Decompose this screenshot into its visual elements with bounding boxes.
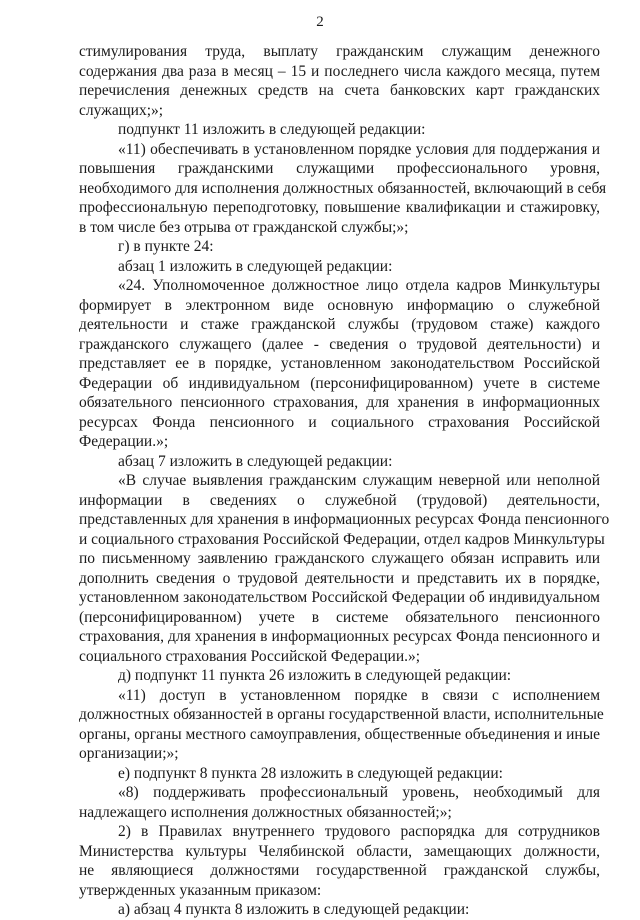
- text-line: ресурсах Фонда пенсионного и социального страхования Российской: [79, 413, 600, 431]
- text-line: дополнить сведения о трудовой деятельности и представить их в порядке,: [79, 569, 600, 587]
- text-line: д) подпункт 11 пункта 26 изложить в следующей редакции:: [118, 667, 512, 684]
- text-line: страхования, для хранения в информационных ресурсах Фонда пенсионного и: [79, 628, 600, 645]
- text-line: и социального страхования Российской Федерации, отдел кадров Минкультуры: [79, 530, 605, 548]
- text-line: организации;»;: [79, 745, 179, 762]
- text-line: перечисления денежных средств на счета банковских карт гражданских: [79, 82, 600, 99]
- text-line: «11) обеспечивать в установленном порядке условия для поддержания и: [118, 140, 600, 158]
- text-line: обязательного пенсионного страхования, для хранения в информационных: [79, 394, 600, 411]
- text-line: стимулирования труда, выплату гражданским служащим денежного: [79, 43, 600, 60]
- text-line: органы, органы местного самоуправления, общественные объединения и иные: [79, 725, 600, 743]
- text-line: а) абзац 4 пункта 8 изложить в следующей редакции:: [118, 901, 470, 918]
- text-line: «8) поддерживать профессиональный уровень, необходимый для: [118, 784, 600, 801]
- text-line: Федерации.»;: [79, 433, 169, 450]
- text-line: Федерации об индивидуальном (персонифицированном) учете в системе: [79, 374, 600, 392]
- text-line: формирует в электронном виде основную информацию о служебной: [79, 296, 600, 314]
- text-line: содержания два раза в месяц – 15 и последнего числа каждого месяца, путем: [79, 62, 600, 80]
- text-line: надлежащего исполнения должностных обязанностей;»;: [79, 803, 452, 821]
- text-line: социального страхования Российской Федерации.»;: [79, 647, 421, 665]
- text-line: профессиональную переподготовку, повышение квалификации и стажировку,: [79, 199, 600, 216]
- text-line: (персонифицированном) учете в системе обязательного пенсионного: [79, 608, 600, 626]
- text-line: не являющиеся должностями государственной гражданской службы,: [79, 862, 600, 879]
- text-line: «11) доступ в установленном порядке в связи с исполнением: [118, 686, 600, 704]
- text-line: информации в сведениях о служебной (трудовой) деятельности,: [79, 491, 600, 509]
- text-line: деятельности и стаже гражданской службы (трудовом стаже) каждого: [79, 316, 600, 333]
- text-line: повышения гражданскими служащими профессионального уровня,: [79, 160, 600, 177]
- text-line: необходимого для исполнения должностных обязанностей, включающий в себя: [79, 179, 607, 197]
- text-line: представляет ее в порядке, установленном законодательством Российской: [79, 355, 600, 372]
- text-line: абзац 7 изложить в следующей редакции:: [118, 452, 393, 470]
- text-line: утвержденных указанным приказом:: [79, 881, 322, 899]
- text-line: гражданского служащего (далее - сведения о трудовой деятельности) и: [79, 335, 600, 353]
- page-number: 2: [316, 14, 324, 30]
- text-line: должностных обязанностей в органы государственной власти, исполнительные: [79, 706, 604, 723]
- text-line: служащих;»;: [79, 101, 164, 119]
- text-line: представленных для хранения в информационных ресурсах Фонда пенсионного: [79, 511, 610, 528]
- text-line: г) в пункте 24:: [118, 238, 214, 255]
- text-line: подпункт 11 изложить в следующей редакции:: [118, 121, 426, 138]
- text-line: «24. Уполномоченное должностное лицо отдела кадров Минкультуры: [118, 277, 600, 294]
- text-line: по письменному заявлению гражданского служащего обязан исправить или: [79, 550, 600, 567]
- document-body: [79, 42, 610, 920]
- text-line: установленном законодательством Российской Федерации об индивидуальном: [79, 589, 600, 606]
- text-line: 2) в Правилах внутреннего трудового распорядка для сотрудников: [118, 823, 600, 840]
- text-line: Министерства культуры Челябинской области, замещающих должности,: [79, 842, 600, 860]
- text-line: «В случае выявления гражданским служащим неверной или неполной: [118, 472, 600, 489]
- text-line: е) подпункт 8 пункта 28 изложить в следующей редакции:: [118, 764, 503, 782]
- text-line: абзац 1 изложить в следующей редакции:: [118, 257, 393, 275]
- text-line: в том числе без отрыва от гражданской службы;»;: [79, 218, 409, 236]
